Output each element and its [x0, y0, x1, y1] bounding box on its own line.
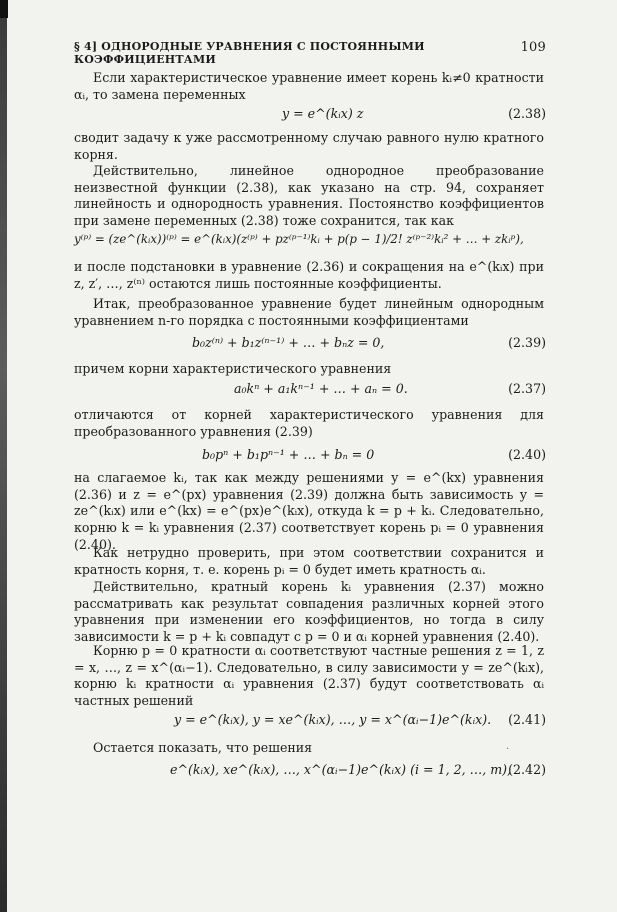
- equation-2-42: [74, 762, 546, 784]
- paragraph-check: Как нетрудно проверить, при этом соответствии сохранится и кратность корня, т. е. корень pᵢ = 0 будет иметь кратность αᵢ.: [74, 545, 544, 577]
- equation-number: (2.39): [508, 335, 546, 350]
- equation-2-38: [74, 106, 546, 128]
- equation-formula: b₀z⁽ⁿ⁾ + b₁z⁽ⁿ⁻¹⁾ + … + bₙz = 0,: [192, 335, 385, 350]
- paragraph-thus: Итак, преобразованное уравнение будет линейным однородным уравнением n-го порядка с постоянными коэффициентами: [74, 296, 544, 328]
- equation-number: (2.38): [508, 106, 546, 121]
- equation-formula: y = e^(kᵢx), y = xe^(kᵢx), …, y = x^(αᵢ−1)e^(kᵢx).: [174, 712, 492, 727]
- equation-formula: a₀kⁿ + a₁kⁿ⁻¹ + … + aₙ = 0.: [234, 381, 408, 396]
- equation-formula: y⁽ᵖ⁾ = (ze^(kᵢx))⁽ᵖ⁾ = e^(kᵢx)(z⁽ᵖ⁾ + pz⁽ᵖ⁻¹⁾kᵢ + p(p − 1)/2! z⁽ᵖ⁻²⁾kᵢ² + … + zkᵢᵖ),: [74, 232, 524, 246]
- equation-number: (2.37): [508, 381, 546, 396]
- equation-number: (2.41): [508, 712, 546, 727]
- page-edge-shadow: [0, 0, 7, 912]
- equation-2-39: [74, 335, 546, 357]
- paragraph-reduces: сводит задачу к уже рассмотренному случаю равного нулю кратного корня.: [74, 130, 544, 162]
- page-corner-mark: [0, 0, 8, 18]
- paragraph-differ: отличаются от корней характеристического уравнения для преобразованного уравнения (2.39): [74, 407, 544, 439]
- equation-derivative: [74, 232, 546, 254]
- equation-number: (2.40): [508, 447, 546, 462]
- paragraph-multiple-root: Действительно, кратный корень kᵢ уравнения (2.37) можно рассматривать как результат совпадения различных корней этого уравнения при изменении его коэффициентов, но тогда в силу зависимости k = p + kᵢ совпадут с p = 0 и αᵢ корней уравнения (2.40).: [74, 579, 544, 645]
- scan-speck: ·: [506, 744, 510, 755]
- paragraph-particular: Корню p = 0 кратности αᵢ соответствуют частные решения z = 1, z = x, …, z = x^(αᵢ−1). Следовательно, в силу зависимости y = ze^(kᵢx), корню kᵢ кратности αᵢ уравнения (2.37) будут соответствовать αᵢ частных решений: [74, 643, 544, 709]
- equation-2-37: [74, 381, 546, 403]
- running-header: [74, 40, 546, 66]
- equation-number: (2.42): [508, 762, 546, 777]
- equation-formula: e^(kᵢx), xe^(kᵢx), …, x^(αᵢ−1)e^(kᵢx) (i = 1, 2, …, m),: [170, 762, 512, 777]
- paragraph-substitution: и после подстановки в уравнение (2.36) и сокращения на e^(kᵢx) при z, z′, …, z⁽ⁿ⁾ остаются лишь постоянные коэффициенты.: [74, 259, 544, 291]
- section-title: § 4] ОДНОРОДНЫЕ УРАВНЕНИЯ С ПОСТОЯННЫМИ КОЭФФИЦИЕНТАМИ: [74, 40, 425, 66]
- paragraph-remains: Остается показать, что решения: [93, 740, 313, 755]
- paragraph-intro: Если характеристическое уравнение имеет корень kᵢ≠0 кратности αᵢ, то замена переменных: [74, 70, 544, 102]
- paragraph-roots: причем корни характеристического уравнения: [74, 361, 392, 376]
- equation-2-41: [74, 712, 546, 734]
- equation-formula: b₀pⁿ + b₁pⁿ⁻¹ + … + bₙ = 0: [202, 447, 375, 462]
- equation-2-40: [74, 447, 546, 469]
- paragraph-indeed: Действительно, линейное однородное преобразование неизвестной функции (2.38), как указано на стр. 94, сохраняет линейность и однородность уравнения. Постоянство коэффициентов при замене переменных (2.38) тоже сохранится, так как: [74, 163, 544, 229]
- equation-formula: y = e^(kᵢx) z: [282, 106, 364, 121]
- page-number: 109: [520, 40, 546, 55]
- paragraph-term: на слагаемое kᵢ, так как между решениями y = e^(kx) уравнения (2.36) и z = e^(px) уравнения (2.39) должна быть зависимость y = ze^(kᵢx) или e^(kx) = e^(px)e^(kᵢx), откуда k = p + kᵢ. Следовательно, корню k = kᵢ уравнения (2.37) соответствует корень pᵢ = 0 уравнения (2.40).: [74, 470, 544, 552]
